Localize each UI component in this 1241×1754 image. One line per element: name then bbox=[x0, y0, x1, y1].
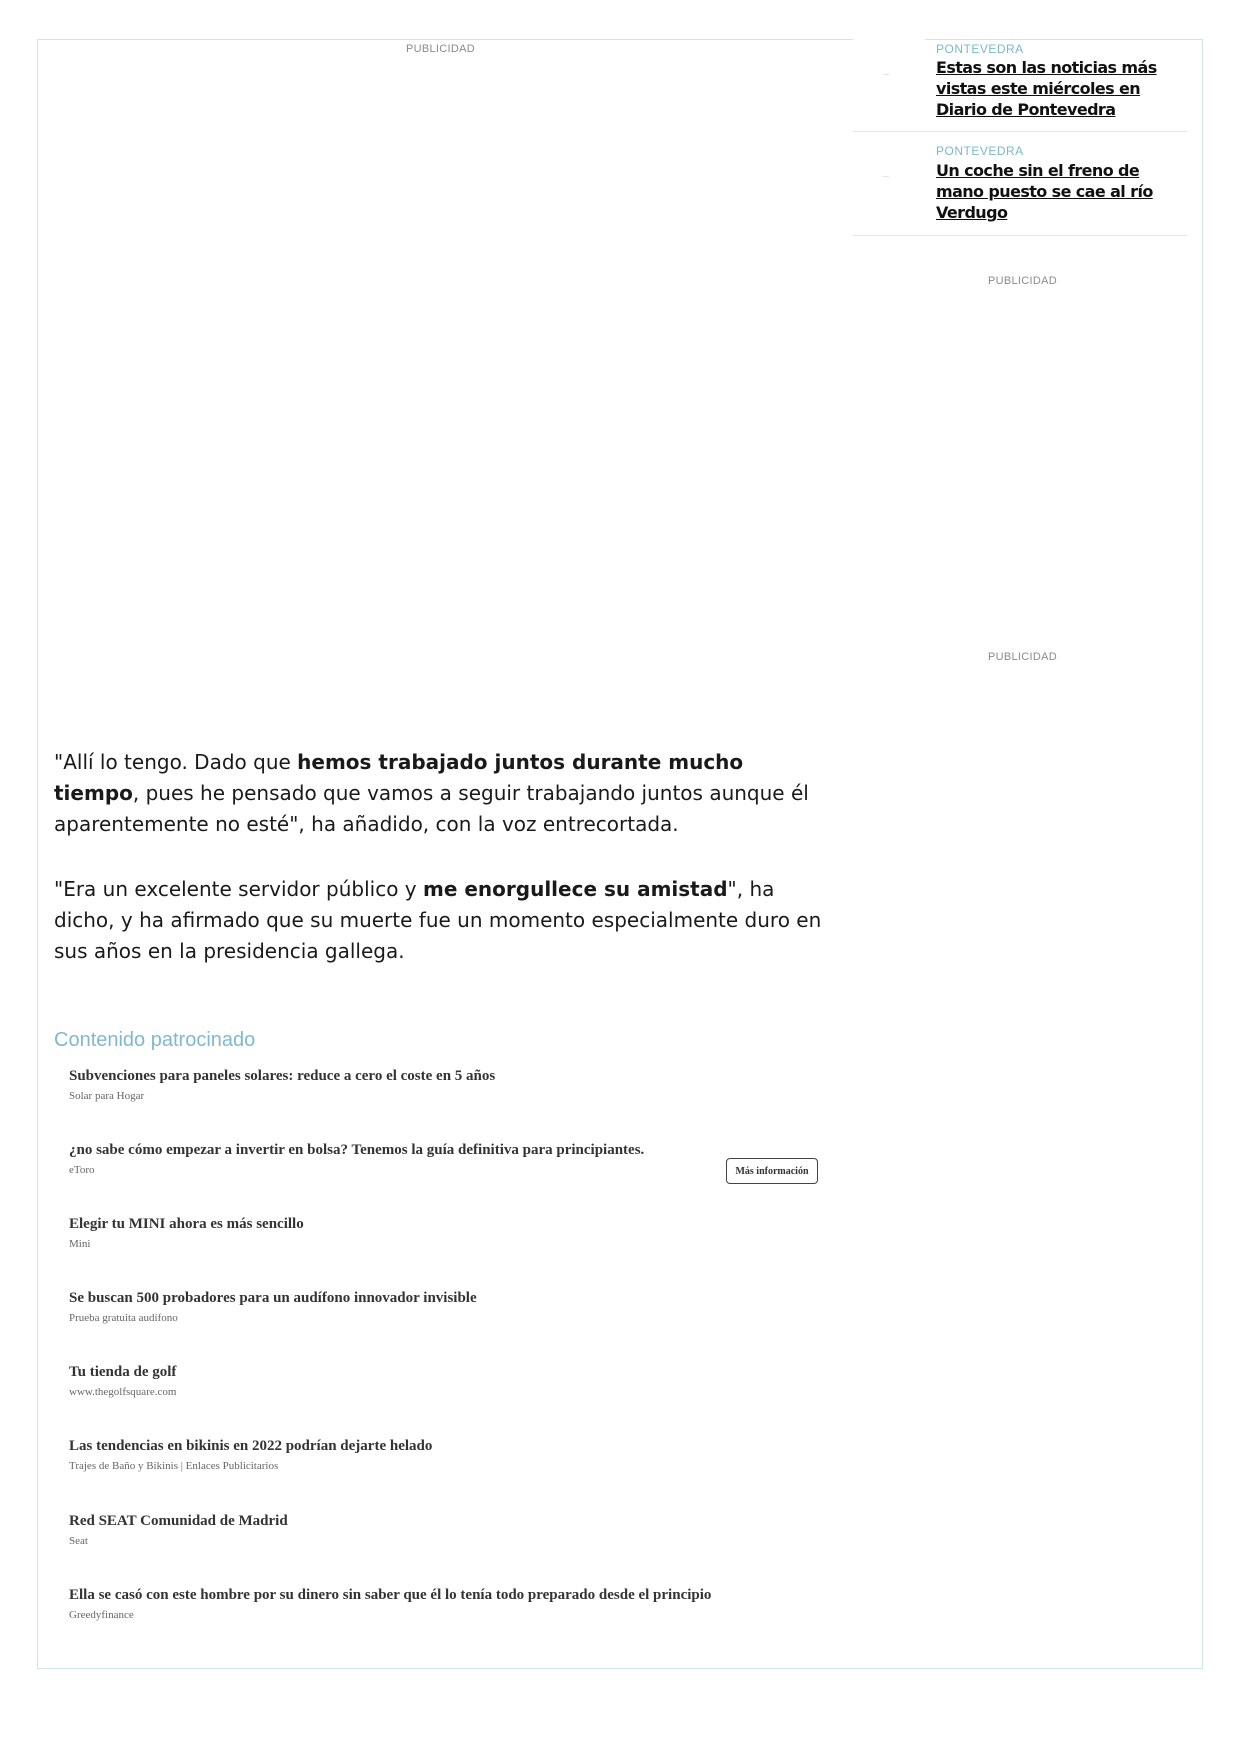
main-ad-label: PUBLICIDAD bbox=[406, 43, 476, 55]
more-info-button[interactable]: Más información bbox=[726, 1158, 818, 1184]
sponsored-source: Trajes de Baño y Bikinis | Enlaces Publicitarios bbox=[69, 1460, 279, 1472]
sponsored-headline[interactable]: ¿no sabe cómo empezar a invertir en bolsa? Tenemos la guía definitiva para principiantes. bbox=[69, 1142, 645, 1158]
sponsored-headline[interactable]: Red SEAT Comunidad de Madrid bbox=[69, 1513, 288, 1529]
side-ad-label: PUBLICIDAD bbox=[988, 651, 1058, 663]
news-section[interactable]: PONTEVEDRA bbox=[936, 144, 1024, 158]
sponsored-item[interactable] bbox=[69, 1513, 819, 1547]
sponsored-headline[interactable]: Ella se casó con este hombre por su dinero sin saber que él lo tenía todo preparado desde el principio bbox=[69, 1587, 712, 1603]
news-headline-link[interactable]: Estas son las noticias más vistas este miércoles en Diario de Pontevedra bbox=[936, 58, 1157, 119]
news-thumbnail bbox=[883, 74, 889, 75]
sponsored-source: Mini bbox=[69, 1238, 91, 1250]
sponsored-section-title: Contenido patrocinado bbox=[54, 1029, 256, 1051]
side-ad-label: PUBLICIDAD bbox=[988, 275, 1058, 287]
sponsored-item[interactable] bbox=[69, 1068, 819, 1102]
main-ad-slot[interactable] bbox=[54, 58, 824, 708]
sidebar-news-item[interactable] bbox=[853, 132, 1187, 236]
article-paragraph bbox=[54, 747, 824, 840]
sponsored-source: www.thegolfsquare.com bbox=[69, 1386, 177, 1398]
sponsored-source: Greedyfinance bbox=[69, 1609, 134, 1621]
quote-text: , pues he pensado que vamos a seguir trabajando juntos aunque él aparentemente no esté", ha añadido, con la voz entrecortada. bbox=[54, 781, 809, 836]
quote-emphasis: hemos trabajado juntos durante mucho tiempo bbox=[54, 750, 744, 805]
sponsored-item[interactable] bbox=[69, 1587, 819, 1621]
sponsored-item[interactable] bbox=[69, 1216, 819, 1250]
sponsored-source: Solar para Hogar bbox=[69, 1090, 145, 1102]
sponsored-source: Prueba gratuita audífono bbox=[69, 1312, 178, 1324]
quote-text: "Era un excelente servidor público y bbox=[54, 877, 423, 901]
sponsored-item[interactable] bbox=[69, 1290, 819, 1324]
news-section[interactable]: PONTEVEDRA bbox=[936, 42, 1024, 56]
article-paragraph bbox=[54, 874, 824, 967]
news-thumbnail bbox=[883, 176, 889, 177]
sponsored-item[interactable] bbox=[69, 1142, 819, 1176]
sidebar-news-item[interactable] bbox=[853, 39, 1187, 132]
quote-text: ", ha dicho, y ha afirmado que su muerte fue un momento especialmente duro en sus años en la presidencia gallega. bbox=[54, 877, 822, 963]
sponsored-item[interactable] bbox=[69, 1364, 819, 1398]
quote-text: "Allí lo tengo. Dado que bbox=[54, 750, 298, 774]
sponsored-headline[interactable]: Elegir tu MINI ahora es más sencillo bbox=[69, 1216, 304, 1232]
sponsored-headline[interactable]: Las tendencias en bikinis en 2022 podrían dejarte helado bbox=[69, 1438, 433, 1454]
sponsored-item[interactable] bbox=[69, 1438, 819, 1472]
news-headline-link[interactable]: Un coche sin el freno de mano puesto se cae al río Verdugo bbox=[936, 161, 1153, 222]
quote-emphasis: me enorgullece su amistad bbox=[422, 877, 728, 901]
sponsored-source: Seat bbox=[69, 1535, 88, 1547]
sponsored-headline[interactable]: Tu tienda de golf bbox=[69, 1364, 177, 1380]
sponsored-headline[interactable]: Se buscan 500 probadores para un audífono innovador invisible bbox=[69, 1290, 477, 1306]
sponsored-headline[interactable]: Subvenciones para paneles solares: reduce a cero el coste en 5 años bbox=[69, 1068, 496, 1084]
sponsored-source: eToro bbox=[69, 1164, 95, 1176]
